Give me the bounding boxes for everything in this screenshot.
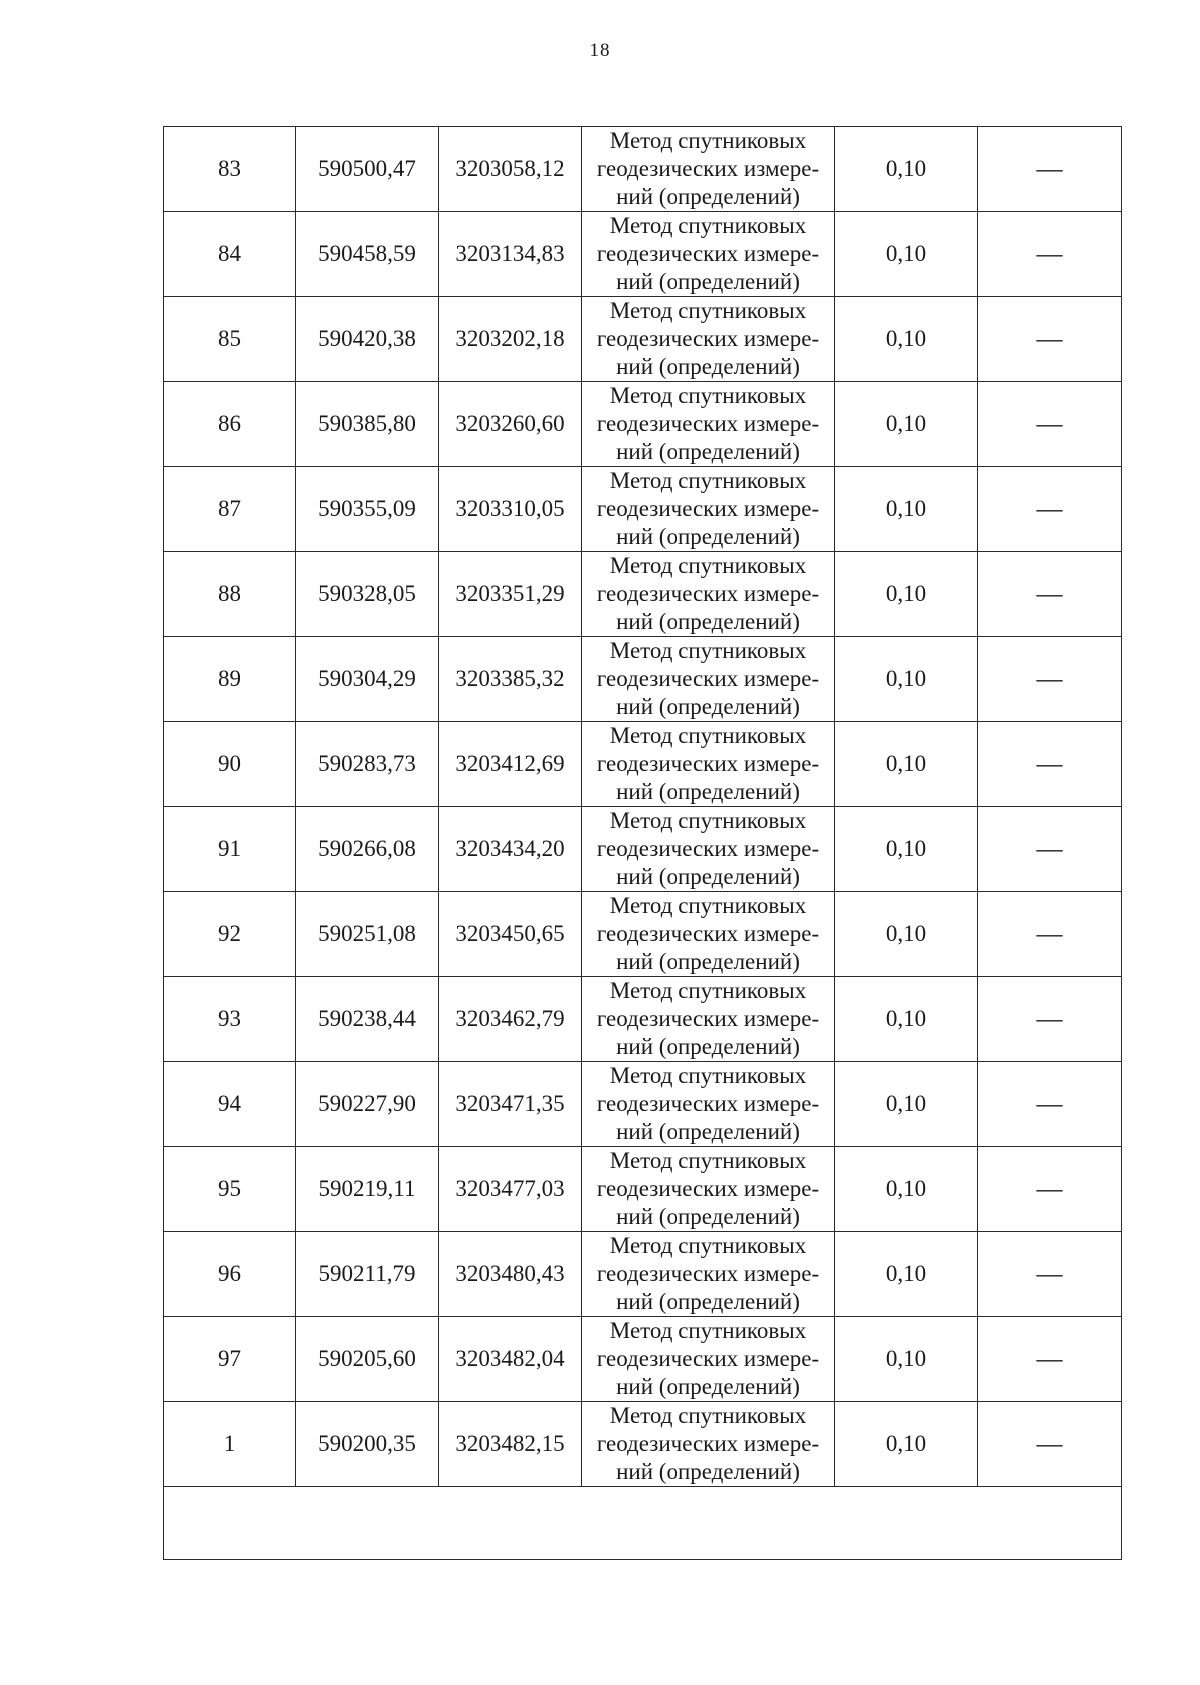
description-cell: — xyxy=(978,637,1122,722)
method-line: геодезических измере- xyxy=(596,241,820,266)
method-cell xyxy=(582,807,835,892)
accuracy-cell: 0,10 xyxy=(835,297,978,382)
point-number-cell: 87 xyxy=(164,467,296,552)
method-cell xyxy=(582,892,835,977)
accuracy-cell: 0,10 xyxy=(835,467,978,552)
y-coordinate-cell: 3203202,18 xyxy=(439,297,582,382)
method-line: Метод спутниковых xyxy=(609,298,807,323)
method-line: геодезических измере- xyxy=(596,1006,820,1031)
method-cell xyxy=(582,722,835,807)
accuracy-cell: 0,10 xyxy=(835,382,978,467)
coordinates-table xyxy=(163,126,1122,1560)
method-line: ний (определений) xyxy=(616,354,800,379)
method-line: Метод спутниковых xyxy=(609,553,807,578)
blank-footer-row xyxy=(164,1487,1122,1560)
method-line: Метод спутниковых xyxy=(609,1318,807,1343)
y-coordinate-cell: 3203351,29 xyxy=(439,552,582,637)
x-coordinate-cell: 590500,47 xyxy=(296,127,439,212)
table-row xyxy=(164,1062,1122,1147)
method-cell xyxy=(582,1402,835,1487)
table-row xyxy=(164,1317,1122,1402)
y-coordinate-cell: 3203477,03 xyxy=(439,1147,582,1232)
table-row xyxy=(164,977,1122,1062)
point-number-cell: 93 xyxy=(164,977,296,1062)
method-cell xyxy=(582,977,835,1062)
table-row xyxy=(164,892,1122,977)
method-line: Метод спутниковых xyxy=(609,128,807,153)
coordinates-table-body xyxy=(164,127,1122,1560)
method-line: ний (определений) xyxy=(616,269,800,294)
method-cell xyxy=(582,1317,835,1402)
description-cell: — xyxy=(978,1402,1122,1487)
method-line: геодезических измере- xyxy=(596,666,820,691)
point-number-cell: 90 xyxy=(164,722,296,807)
x-coordinate-cell: 590355,09 xyxy=(296,467,439,552)
method-line: Метод спутниковых xyxy=(609,383,807,408)
point-number-cell: 88 xyxy=(164,552,296,637)
method-line: геодезических измере- xyxy=(596,1346,820,1371)
method-line: ний (определений) xyxy=(616,1289,800,1314)
method-cell xyxy=(582,382,835,467)
method-line: Метод спутниковых xyxy=(609,1148,807,1173)
x-coordinate-cell: 590227,90 xyxy=(296,1062,439,1147)
method-line: Метод спутниковых xyxy=(609,468,807,493)
table-row xyxy=(164,807,1122,892)
description-cell: — xyxy=(978,807,1122,892)
method-line: ний (определений) xyxy=(616,1119,800,1144)
method-line: Метод спутниковых xyxy=(609,1063,807,1088)
accuracy-cell: 0,10 xyxy=(835,977,978,1062)
point-number-cell: 91 xyxy=(164,807,296,892)
x-coordinate-cell: 590304,29 xyxy=(296,637,439,722)
method-line: геодезических измере- xyxy=(596,836,820,861)
point-number-cell: 85 xyxy=(164,297,296,382)
description-cell: — xyxy=(978,722,1122,807)
table-row xyxy=(164,127,1122,212)
point-number-cell: 86 xyxy=(164,382,296,467)
point-number-cell: 95 xyxy=(164,1147,296,1232)
accuracy-cell: 0,10 xyxy=(835,127,978,212)
y-coordinate-cell: 3203471,35 xyxy=(439,1062,582,1147)
method-line: Метод спутниковых xyxy=(609,213,807,238)
accuracy-cell: 0,10 xyxy=(835,637,978,722)
description-cell: — xyxy=(978,1147,1122,1232)
x-coordinate-cell: 590200,35 xyxy=(296,1402,439,1487)
method-line: геодезических измере- xyxy=(596,1176,820,1201)
method-line: Метод спутниковых xyxy=(609,638,807,663)
point-number-cell: 83 xyxy=(164,127,296,212)
table-row xyxy=(164,637,1122,722)
method-line: геодезических измере- xyxy=(596,1431,820,1456)
table-row xyxy=(164,382,1122,467)
x-coordinate-cell: 590266,08 xyxy=(296,807,439,892)
x-coordinate-cell: 590385,80 xyxy=(296,382,439,467)
method-line: ний (определений) xyxy=(616,1204,800,1229)
accuracy-cell: 0,10 xyxy=(835,722,978,807)
description-cell: — xyxy=(978,1232,1122,1317)
method-line: геодезических измере- xyxy=(596,1261,820,1286)
point-number-cell: 97 xyxy=(164,1317,296,1402)
method-line: ний (определений) xyxy=(616,864,800,889)
method-line: геодезических измере- xyxy=(596,156,820,181)
y-coordinate-cell: 3203310,05 xyxy=(439,467,582,552)
description-cell: — xyxy=(978,127,1122,212)
method-cell xyxy=(582,467,835,552)
method-cell xyxy=(582,637,835,722)
y-coordinate-cell: 3203412,69 xyxy=(439,722,582,807)
method-line: геодезических измере- xyxy=(596,921,820,946)
y-coordinate-cell: 3203482,04 xyxy=(439,1317,582,1402)
x-coordinate-cell: 590420,38 xyxy=(296,297,439,382)
table-row xyxy=(164,297,1122,382)
method-cell xyxy=(582,1147,835,1232)
method-cell xyxy=(582,297,835,382)
x-coordinate-cell: 590238,44 xyxy=(296,977,439,1062)
y-coordinate-cell: 3203482,15 xyxy=(439,1402,582,1487)
y-coordinate-cell: 3203434,20 xyxy=(439,807,582,892)
method-cell xyxy=(582,127,835,212)
table-row xyxy=(164,1402,1122,1487)
table-row xyxy=(164,552,1122,637)
y-coordinate-cell: 3203480,43 xyxy=(439,1232,582,1317)
accuracy-cell: 0,10 xyxy=(835,892,978,977)
method-line: ний (определений) xyxy=(616,524,800,549)
method-line: Метод спутниковых xyxy=(609,978,807,1003)
description-cell: — xyxy=(978,1062,1122,1147)
y-coordinate-cell: 3203462,79 xyxy=(439,977,582,1062)
method-line: геодезических измере- xyxy=(596,411,820,436)
method-cell xyxy=(582,1062,835,1147)
y-coordinate-cell: 3203260,60 xyxy=(439,382,582,467)
accuracy-cell: 0,10 xyxy=(835,1062,978,1147)
method-line: ний (определений) xyxy=(616,949,800,974)
point-number-cell: 84 xyxy=(164,212,296,297)
blank-footer-cell xyxy=(164,1487,1122,1560)
method-line: геодезических измере- xyxy=(596,1091,820,1116)
x-coordinate-cell: 590458,59 xyxy=(296,212,439,297)
accuracy-cell: 0,10 xyxy=(835,807,978,892)
method-cell xyxy=(582,552,835,637)
accuracy-cell: 0,10 xyxy=(835,1232,978,1317)
y-coordinate-cell: 3203058,12 xyxy=(439,127,582,212)
x-coordinate-cell: 590211,79 xyxy=(296,1232,439,1317)
description-cell: — xyxy=(978,1317,1122,1402)
point-number-cell: 1 xyxy=(164,1402,296,1487)
method-line: ний (определений) xyxy=(616,439,800,464)
y-coordinate-cell: 3203134,83 xyxy=(439,212,582,297)
point-number-cell: 94 xyxy=(164,1062,296,1147)
method-line: Метод спутниковых xyxy=(609,808,807,833)
x-coordinate-cell: 590251,08 xyxy=(296,892,439,977)
method-line: Метод спутниковых xyxy=(609,1233,807,1258)
x-coordinate-cell: 590219,11 xyxy=(296,1147,439,1232)
description-cell: — xyxy=(978,552,1122,637)
description-cell: — xyxy=(978,382,1122,467)
x-coordinate-cell: 590283,73 xyxy=(296,722,439,807)
description-cell: — xyxy=(978,892,1122,977)
table-row xyxy=(164,212,1122,297)
method-line: геодезических измере- xyxy=(596,496,820,521)
method-line: ний (определений) xyxy=(616,1034,800,1059)
description-cell: — xyxy=(978,977,1122,1062)
accuracy-cell: 0,10 xyxy=(835,552,978,637)
table-row xyxy=(164,1147,1122,1232)
description-cell: — xyxy=(978,212,1122,297)
method-line: ний (определений) xyxy=(616,184,800,209)
point-number-cell: 96 xyxy=(164,1232,296,1317)
method-cell xyxy=(582,1232,835,1317)
method-line: ний (определений) xyxy=(616,779,800,804)
accuracy-cell: 0,10 xyxy=(835,212,978,297)
method-line: Метод спутниковых xyxy=(609,1403,807,1428)
method-line: ний (определений) xyxy=(616,1459,800,1484)
description-cell: — xyxy=(978,467,1122,552)
page-number: 18 xyxy=(589,40,611,61)
table-row xyxy=(164,1232,1122,1317)
point-number-cell: 92 xyxy=(164,892,296,977)
method-line: геодезических измере- xyxy=(596,326,820,351)
point-number-cell: 89 xyxy=(164,637,296,722)
x-coordinate-cell: 590205,60 xyxy=(296,1317,439,1402)
method-line: Метод спутниковых xyxy=(609,723,807,748)
method-line: Метод спутниковых xyxy=(609,893,807,918)
y-coordinate-cell: 3203385,32 xyxy=(439,637,582,722)
x-coordinate-cell: 590328,05 xyxy=(296,552,439,637)
method-line: геодезических измере- xyxy=(596,751,820,776)
method-line: ний (определений) xyxy=(616,694,800,719)
table-row xyxy=(164,467,1122,552)
method-cell xyxy=(582,212,835,297)
accuracy-cell: 0,10 xyxy=(835,1147,978,1232)
method-line: ний (определений) xyxy=(616,609,800,634)
method-line: геодезических измере- xyxy=(596,581,820,606)
method-line: ний (определений) xyxy=(616,1374,800,1399)
description-cell: — xyxy=(978,297,1122,382)
y-coordinate-cell: 3203450,65 xyxy=(439,892,582,977)
table-row xyxy=(164,722,1122,807)
accuracy-cell: 0,10 xyxy=(835,1317,978,1402)
accuracy-cell: 0,10 xyxy=(835,1402,978,1487)
